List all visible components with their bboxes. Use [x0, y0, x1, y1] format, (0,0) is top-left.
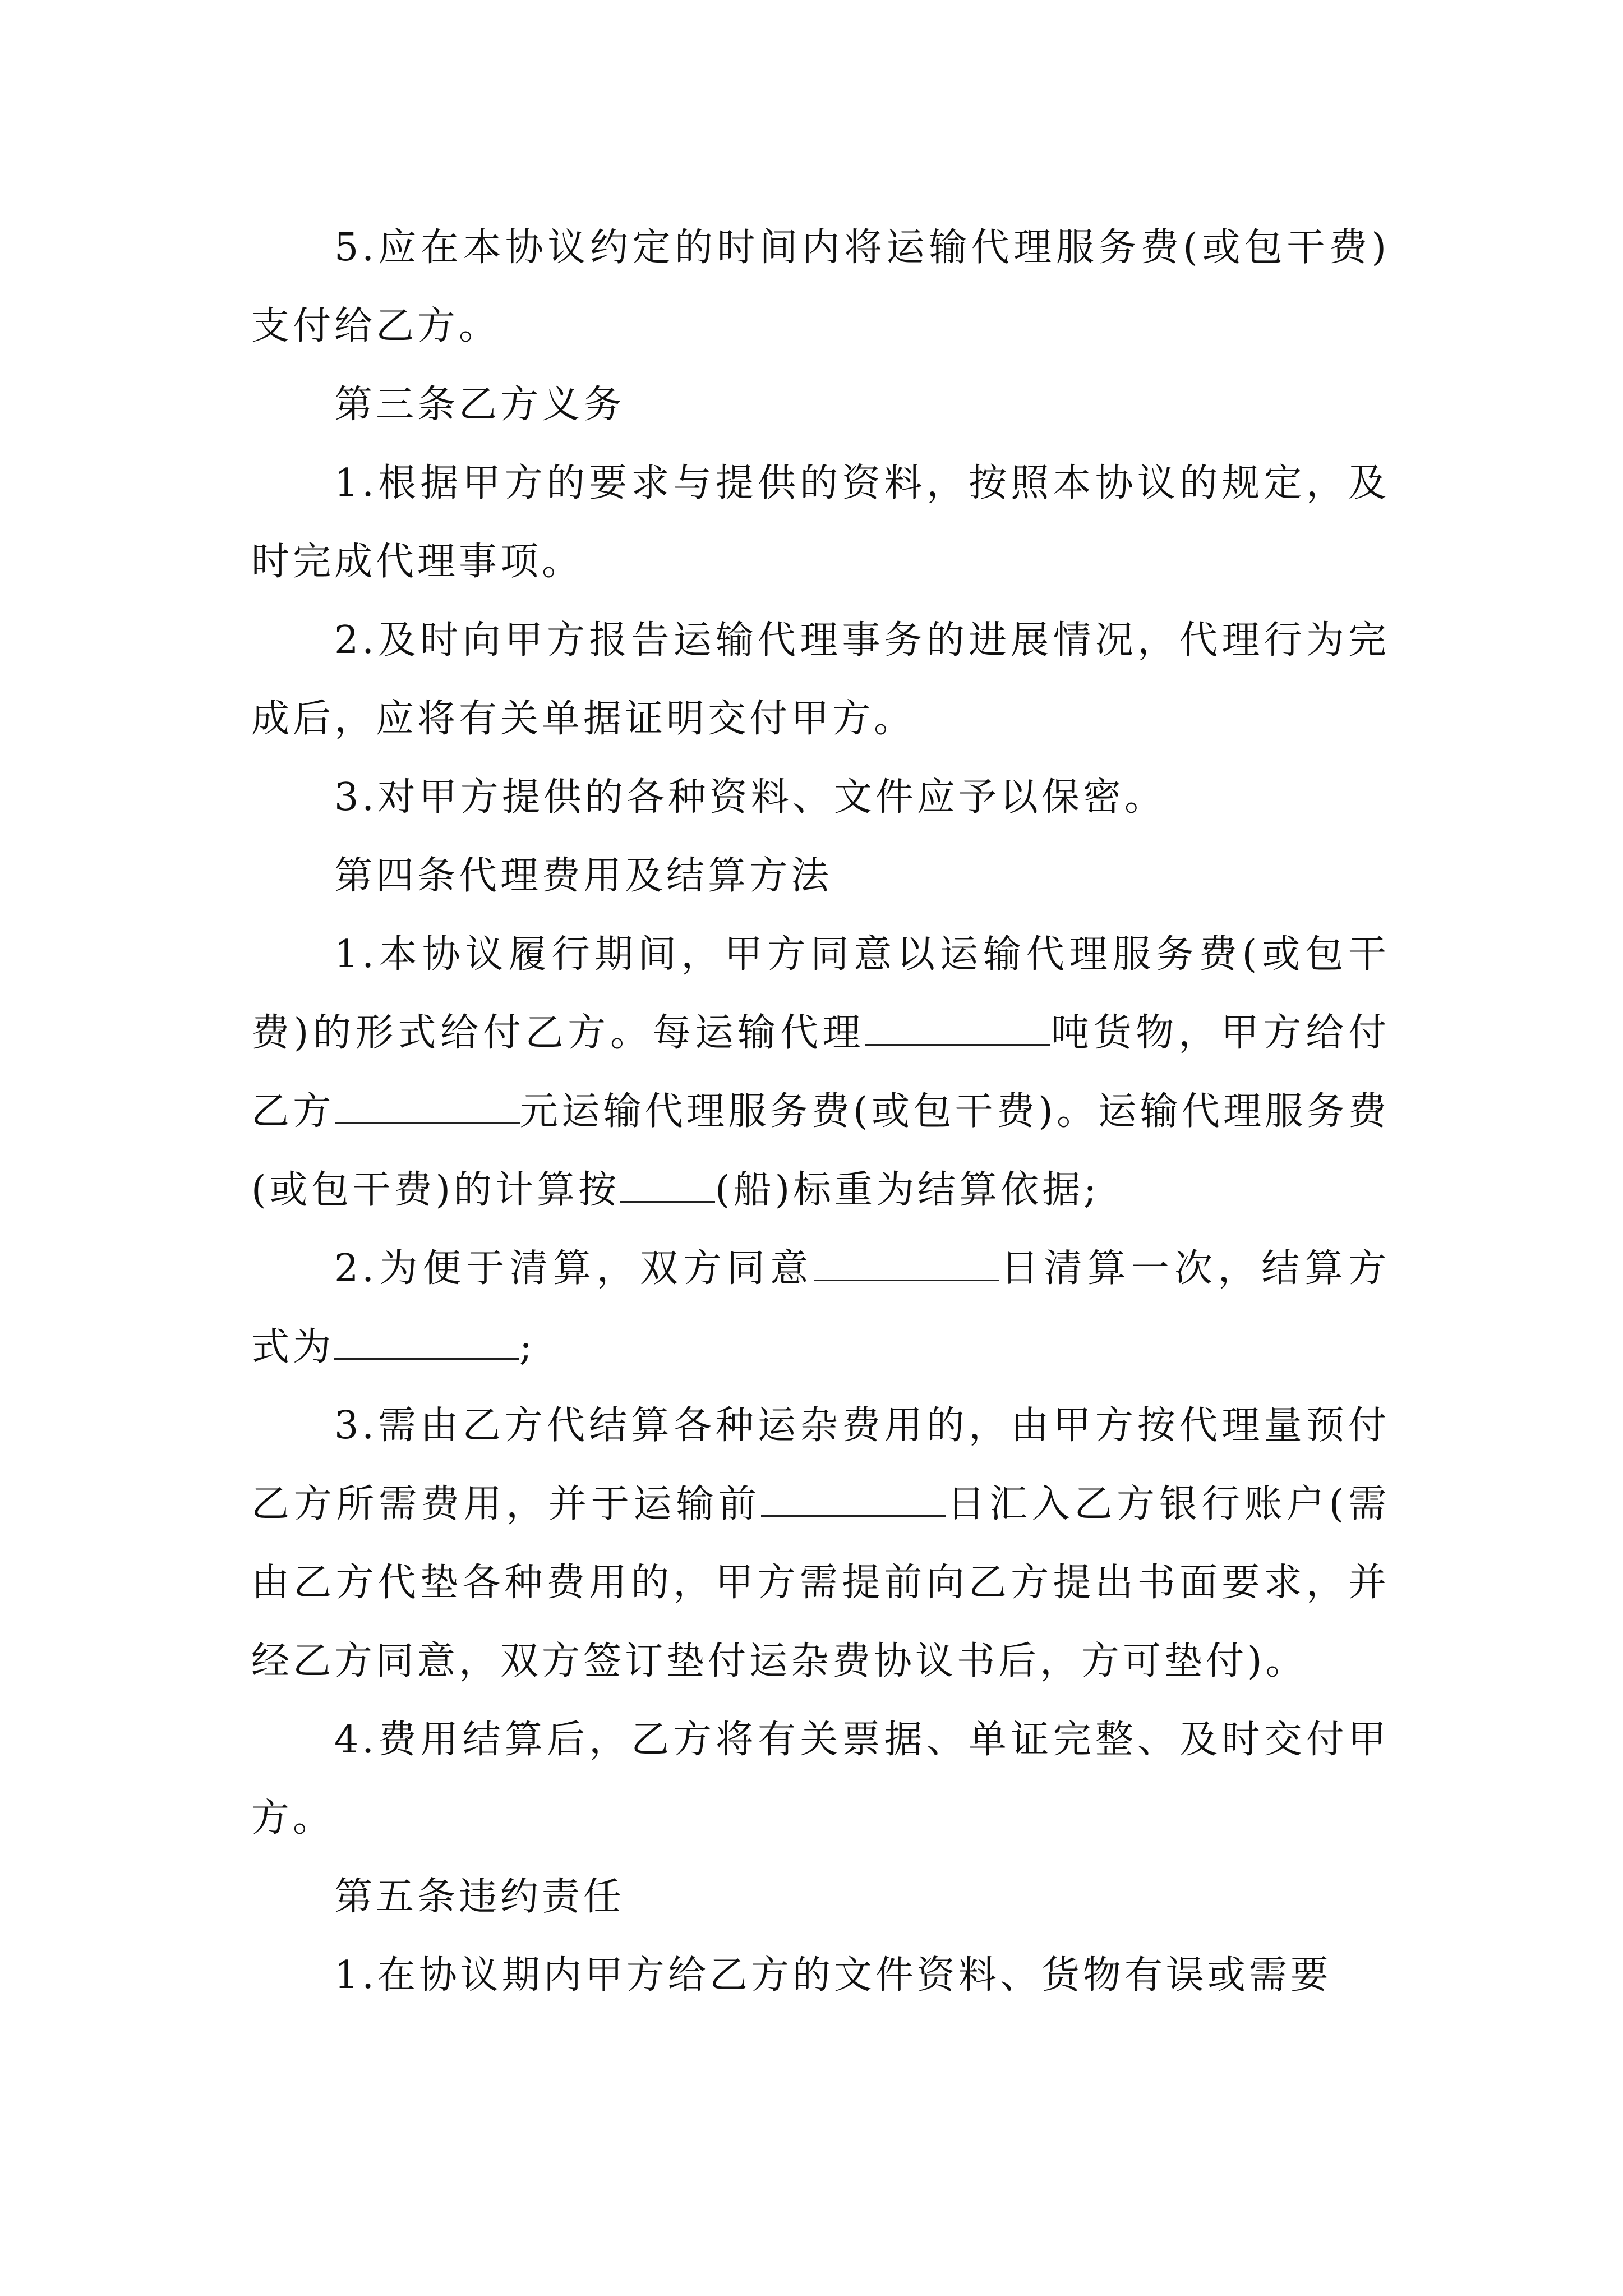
paragraph-text: ;	[519, 1325, 536, 1369]
clause-3-item-2	[251, 601, 1390, 758]
paragraph-text: 5.应在本协议约定的时间内将运输代理服务费(或包干费)支付给乙方。	[251, 226, 1390, 348]
paragraph-text: 2.及时向甲方报告运输代理事务的进展情况，代理行为完成后，应将有关单据证明交付甲方。	[251, 618, 1390, 741]
paragraph-text: 3.对甲方提供的各种资料、文件应予以保密。	[334, 775, 1166, 820]
heading-text: 第五条违约责任	[334, 1875, 625, 1919]
fill-in-blank-fee-amount[interactable]	[335, 1090, 520, 1124]
fill-in-blank-settlement-days[interactable]	[814, 1247, 999, 1281]
clause-4-item-1	[251, 915, 1390, 1230]
clause-3-item-1	[251, 444, 1390, 601]
article-5-heading	[251, 1858, 1390, 1936]
clause-4-item-2	[251, 1230, 1390, 1387]
clause-3-item-3	[251, 758, 1390, 837]
paragraph-text: 元运输代理服务费(或包干费)。运输代理服务费(或包干费)的计算按	[251, 1089, 1390, 1212]
clause-4-item-3	[251, 1387, 1390, 1701]
fill-in-blank-prepay-days[interactable]	[761, 1483, 946, 1517]
paragraph-text: 2.为便于清算，双方同意	[334, 1246, 814, 1291]
paragraph-text: 日汇入乙方银行账户(需由乙方代垫各种费用的，甲方需提前向乙方提出书面要求，并经乙方同意，双方签订垫付运杂费协议书后，方可垫付)。	[251, 1482, 1390, 1683]
paragraph-text: 1.在协议期内甲方给乙方的文件资料、货物有误或需要	[334, 1953, 1332, 1998]
clause-5-item-1	[251, 1936, 1390, 2015]
paragraph-text: 吨货物，甲方给付乙方	[251, 1011, 1390, 1134]
heading-text: 第三条乙方义务	[334, 383, 625, 427]
fill-in-blank-vehicle[interactable]	[620, 1168, 715, 1203]
document-body	[251, 209, 1390, 2015]
heading-text: 第四条代理费用及结算方法	[334, 854, 833, 898]
paragraph-text: 1.根据甲方的要求与提供的资料，按照本协议的规定，及时完成代理事项。	[251, 461, 1390, 584]
paragraph-text: 4.费用结算后，乙方将有关票据、单证完整、及时交付甲方。	[251, 1718, 1390, 1841]
paragraph-text: 3.需由乙方代结算各种运杂费用的，由甲方按代理量预付乙方所需费用，并于运输前	[251, 1404, 1390, 1526]
clause-2-item-5	[251, 209, 1390, 366]
article-4-heading	[251, 837, 1390, 915]
paragraph-text: 1.本协议履行期间，甲方同意以运输代理服务费(或包干费)的形式给付乙方。每运输代理	[251, 932, 1390, 1055]
fill-in-blank-tonnage[interactable]	[865, 1011, 1050, 1046]
paragraph-text: 日清算一次，结算方式为	[251, 1246, 1390, 1369]
article-3-heading	[251, 366, 1390, 444]
clause-4-item-4	[251, 1701, 1390, 1858]
paragraph-text: (船)标重为结算依据;	[715, 1168, 1100, 1212]
fill-in-blank-settlement-method[interactable]	[334, 1326, 519, 1360]
